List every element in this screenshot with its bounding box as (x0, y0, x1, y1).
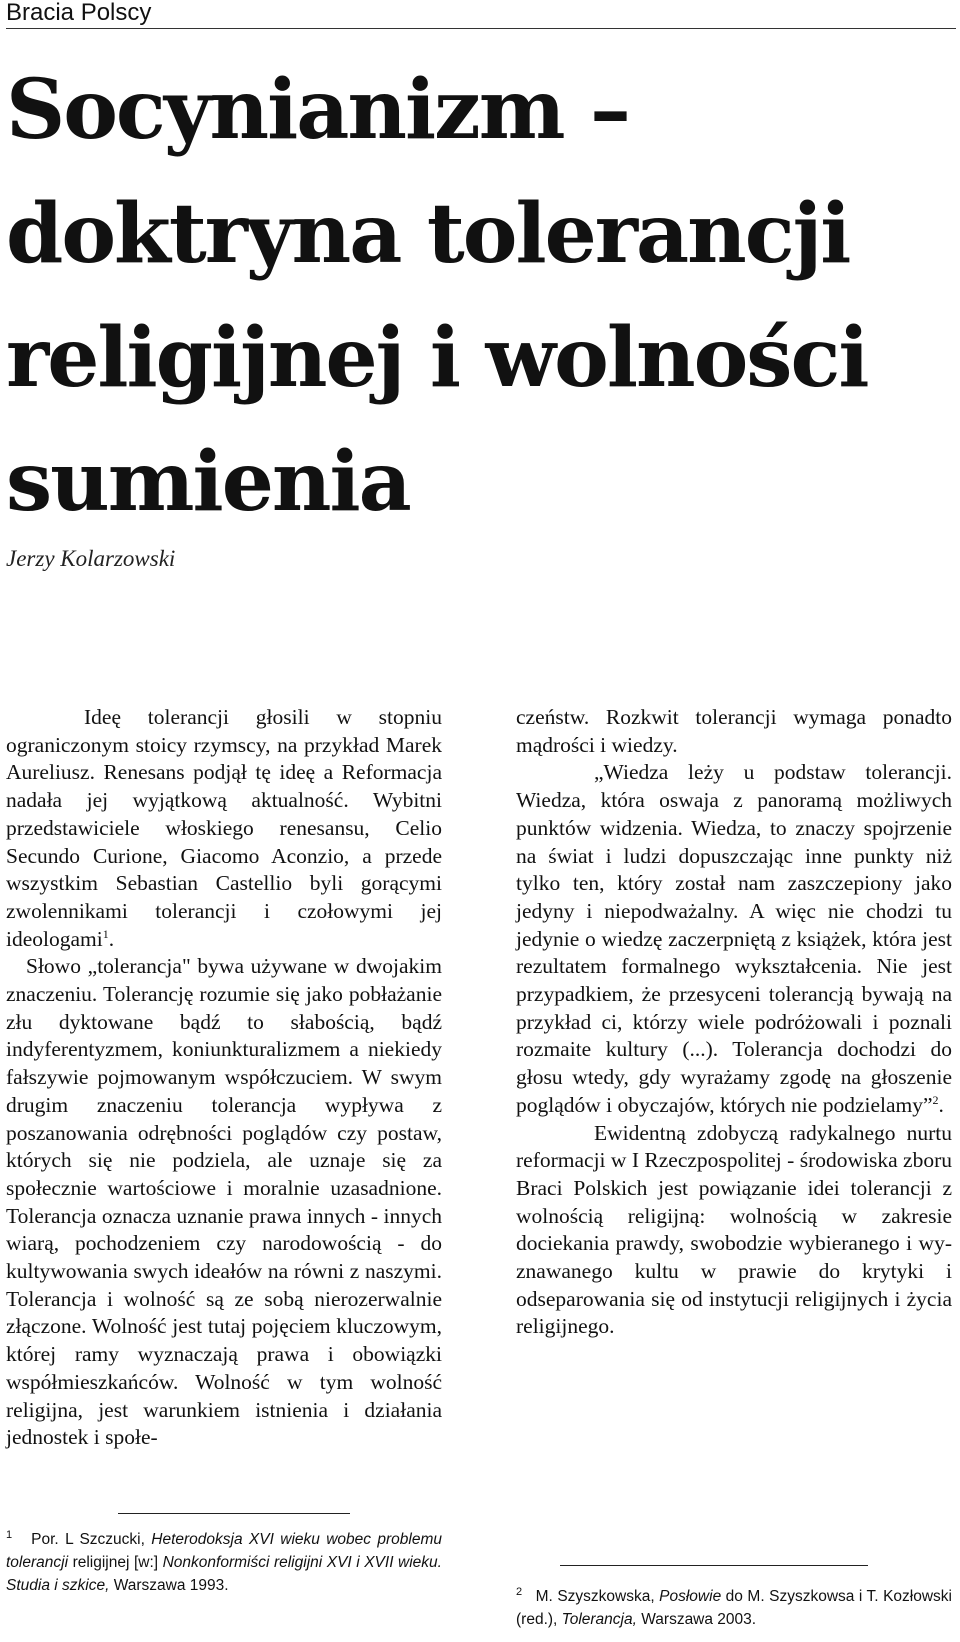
article-title: Socynianizm – doktryna tolerancji religijnej i wolności sumienia (6, 62, 868, 530)
footnote-text: do M. Szyszkowsa i T. Kozłowski (red.), (516, 1588, 952, 1628)
footnote-1 (6, 1528, 442, 1597)
footnote-text: Warszawa 1993. (109, 1577, 229, 1594)
footnote-book-title: Nonkonformiści religijni XVI i XVII wieku. Studia i szkice, (6, 1554, 442, 1594)
paragraph: Ewidentną zdobyczą radykalnego nurtu reformacji w I Rzeczpospolitej - środowiska zboru Braci Polskich jest powiązanie idei tolerancji z wolnością religijną: wolnością w zakresie dociekania prawdy, swobodzie wybieranego i wyznawanego kultu w prawie do krytyki i odseparowania się od instytucji religijnych i życia religijnego. (516, 1120, 952, 1339)
footnote-number: 2 (516, 1585, 523, 1598)
paragraph-text: Ideę tolerancji głosili w stopniu ograniczonym stoicy rzymscy, na przykład Marek Aureliusz. Renesans podjął tę ideę a Reformacja nadała jej wyjątkową aktualność. Wybitni przedstawiciele włoskiego renesansu, Celio Secundo Curione, Giacomo Aconzio, a przede wszystkim Sebastian Castellio byli gorącymi zwolennikami tolerancji i czołowymi jej ideologami (6, 705, 442, 951)
paragraph (516, 759, 952, 1119)
footnote-text: , (650, 1588, 660, 1605)
paragraph: czeństw. Rozkwit tolerancji wymaga ponadto mądrości i wiedzy. (516, 705, 952, 757)
footnote-2 (516, 1585, 952, 1631)
paragraph-end: . (938, 1092, 944, 1117)
paragraph: Słowo „tolerancja" bywa używane w dwojakim znaczeniu. Tolerancję rozumie się jako pobłażanie złu dyktowane bądź to słabością, bądź indyferentyzmem, koniunkturalizmem a niekiedy fałszywie pojmowanym współczuciem. W swym drugim znaczeniu tolerancja wypływa z poszanowania odrębności poglądów czy postaw, których się nie podziela, ale uznaje się za społecznie wartościowe i moralnie uzasadnione. Tolerancja oznacza uznanie prawa innych - innych wiarą, pochodzeniem czy narodowością - do kultywowania swych ideałów na równi z naszymi. Tolerancja i wolność są ze sobą nierozerwalnie złączone. Wolność jest tutaj pojęciem kluczowym, której ramy wyznaczają prawa i obowiązki współmieszkańców. Wolność w tym wolność religijna, jest warunkiem istnienia i działania jednostek i społe- (6, 954, 442, 1450)
quotation-text: „Wiedza leży u podstaw tolerancji. Wiedza, która oswaja z panoramą możliwych punktów widzenia. Wiedza, to znaczy spojrzenie na świat i ludzi dopuszczając inne punkty niż tylko ten, który został nam zaszczepiony jako jedyny i niepodważalny. A więc nie chodzi tu jedynie o wiedzę zaczerpniętą z książek, która jest rezultatem formalnego wykształcenia. Nie jest przypadkiem, że przesyceni tolerancją bywają na przykład ci, którzy wiele podróżowali i poznali rozmaite kultury (...). Tolerancja dochodzi do głosu wtedy, gdy wyrażamy zgodę na głoszenie poglądów i obyczajów, których nie podzielamy” (516, 760, 952, 1117)
footnote-rule-right (560, 1565, 868, 1566)
footnote-text: Warszawa 2003. (636, 1611, 757, 1628)
footnote-rule-left (118, 1513, 350, 1514)
footnote-text: religijnej [w:] (68, 1554, 163, 1571)
body-column-left (6, 704, 442, 1452)
article-author: Jerzy Kolarzowski (6, 546, 176, 571)
footnote-ref[interactable]: 1 (102, 926, 109, 941)
paragraph-end: . (108, 926, 115, 951)
body-column-right (516, 704, 952, 1341)
footnote-work-title: Posłowie (659, 1588, 722, 1605)
paragraph (6, 704, 442, 953)
footnote-text: Por. L Szczucki, (31, 1531, 152, 1548)
footnote-ref[interactable]: 2 (932, 1092, 939, 1107)
running-header: Bracia Polscy (6, 0, 956, 29)
footnote-book-title: Tolerancja, (561, 1611, 637, 1628)
footnote-number: 1 (6, 1528, 13, 1541)
footnote-work-title: Heterodoksja XVI wieku wobec problemu tolerancji (6, 1531, 442, 1571)
footnote-text: M. Szyszkowska (535, 1588, 651, 1605)
